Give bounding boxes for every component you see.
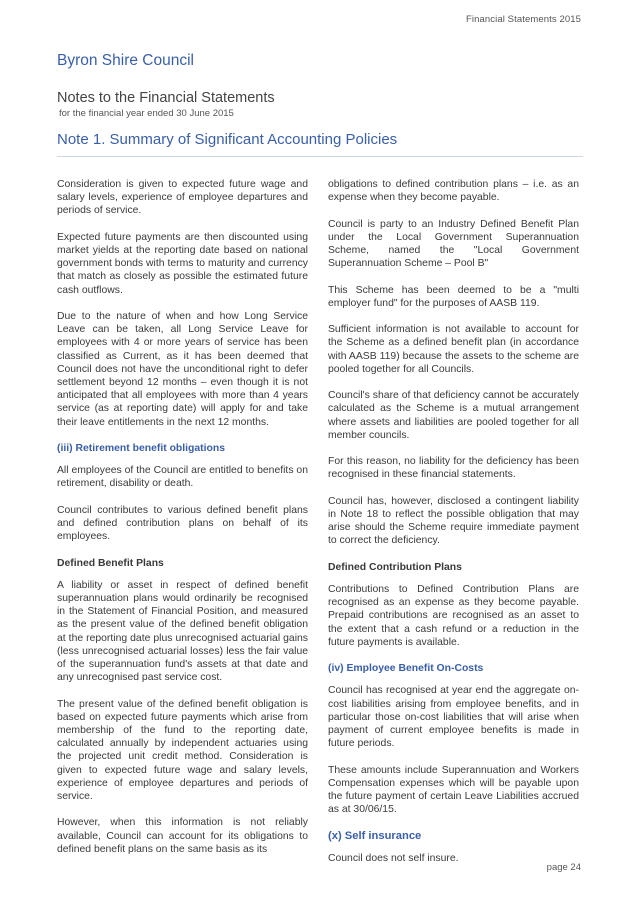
paragraph: obligations to defined contribution plans – i.e. as an expense when they become payable. xyxy=(328,179,579,204)
right-column xyxy=(328,178,579,878)
paragraph: However, when this information is not reliably available, Council can account for its obligations to defined benefit plans on the same basis as its xyxy=(57,817,308,855)
paragraph: Consideration is given to expected future wage and salary levels, experience of employee departures and periods of service. xyxy=(57,179,308,217)
paragraph: Council's share of that deficiency cannot be accurately calculated as the Scheme is a mutual arrangement where assets and liabilities are pooled together for all member councils. xyxy=(328,390,579,441)
title-divider xyxy=(57,156,583,157)
paragraph: Council contributes to various defined benefit plans and defined contribution plans on behalf of its employees. xyxy=(57,504,308,543)
paragraph: These amounts include Superannuation and Workers Compensation expenses which will be payable upon the future payment of certain Leave Liabilities accrued as at 30/06/15. xyxy=(328,764,579,816)
paragraph: Sufficient information is not available to account for the Scheme as a defined benefit plan (in accordance with AASB 119) because the assets to the scheme are pooled together for all Councils. xyxy=(328,324,579,375)
paragraph: All employees of the Council are entitled to benefits on retirement, disability or death. xyxy=(57,465,308,490)
paragraph: A liability or asset in respect of defined benefit superannuation plans would ordinarily be recognised in the Statement of Financial Position, and measured as the present value of the defined benefit obligation at the reporting date plus unrecognised actuarial gains (less unrecognised actuarial losses) less the fair value of the superannuation fund's assets at that date and any unrecognised past service cost. xyxy=(57,579,308,684)
subheading-defined-contribution: Defined Contribution Plans xyxy=(328,561,462,573)
council-name: Byron Shire Council xyxy=(57,52,194,69)
paragraph: For this reason, no liability for the deficiency has been recognised in these financial statements. xyxy=(328,456,579,481)
section-heading-self-insurance: (x) Self insurance xyxy=(328,829,422,842)
paragraph: Council is party to an Industry Defined Benefit Plan under the Local Government Superannuation Scheme, named the "Local Government Superannuation Scheme – Pool B" xyxy=(328,218,579,270)
subheading-defined-benefit: Defined Benefit Plans xyxy=(57,557,164,569)
note-title: Note 1. Summary of Significant Accounting Policies xyxy=(57,131,398,148)
paragraph: Contributions to Defined Contribution Plans are recognised as an expense as they become payable. Prepaid contributions are recognised as an asset to the extent that a cash refund or a reduction in the future payments is available. xyxy=(328,583,579,648)
reporting-period: for the financial year ended 30 June 2015 xyxy=(59,108,234,119)
paragraph: Council has, however, disclosed a contingent liability in Note 18 to reflect the possible obligation that may arise should the Scheme require immediate payment to correct the deficiency. xyxy=(328,495,579,547)
paragraph: Expected future payments are then discounted using market yields at the reporting date based on national government bonds with terms to maturity and currency that match as closely as possible the estimated future cash outflows. xyxy=(57,231,308,296)
paragraph: Council does not self insure. xyxy=(328,852,459,864)
section-heading-oncosts: (iv) Employee Benefit On-Costs xyxy=(328,663,484,675)
notes-title: Notes to the Financial Statements xyxy=(57,90,275,106)
section-heading-retirement: (iii) Retirement benefit obligations xyxy=(57,443,225,455)
paragraph: Due to the nature of when and how Long Service Leave can be taken, all Long Service Leave for employees with 4 or more years of service has been classified as Current, as it has been deemed that Council does not have the unconditional right to defer settlement beyond 12 months – even though it is not anticipated that all employees with more than 4 years service (as at reporting date) will apply for and take their leave entitlements in the next 12 months. xyxy=(57,311,308,428)
page-number: page 24 xyxy=(546,862,581,873)
paragraph: This Scheme has been deemed to be a "multi employer fund" for the purposes of AASB 119. xyxy=(328,284,579,309)
left-column xyxy=(57,178,308,869)
paragraph: The present value of the defined benefit obligation is based on expected future payments which arise from membership of the fund to the reporting date, calculated annually by independent actuaries using the projected unit credit method. Consideration is given to expected future wage and salary levels, experience of employee departures and periods of service. xyxy=(57,698,308,803)
paragraph: Council has recognised at year end the aggregate on-cost liabilities arising from employee benefits, and in particular those on-cost liabilities that will arise when payment of current employee benefits is made in future periods. xyxy=(328,685,579,750)
running-header: Financial Statements 2015 xyxy=(466,14,581,25)
